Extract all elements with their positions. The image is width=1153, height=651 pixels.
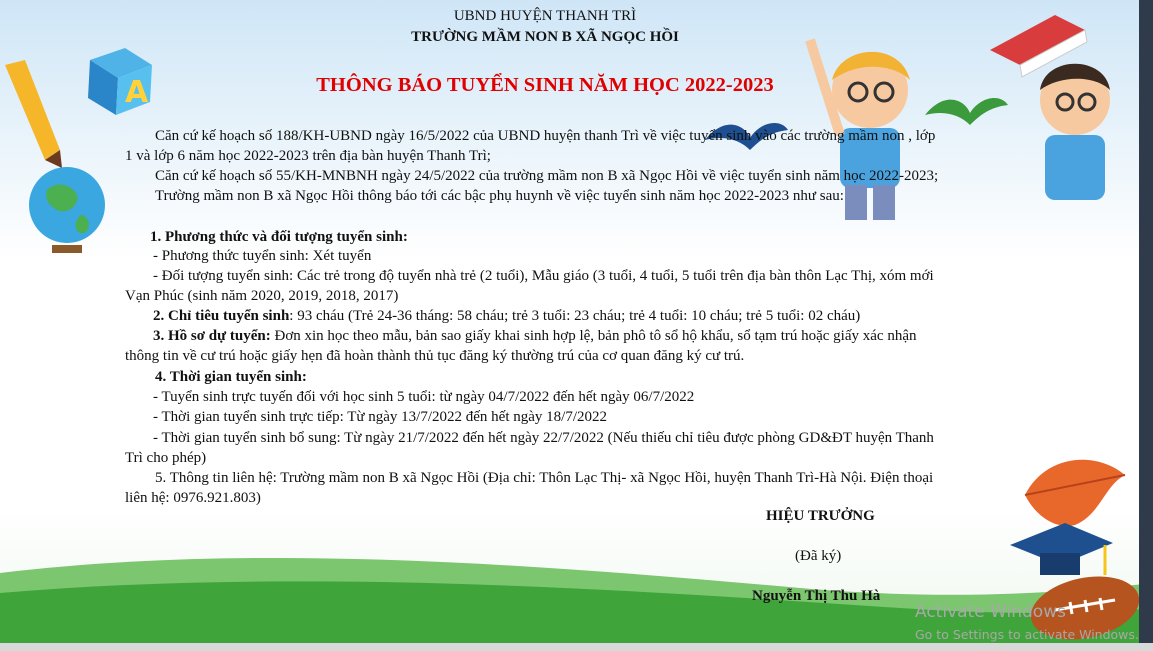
section-1-heading: 1. Phương thức và đối tượng tuyển sinh: — [150, 229, 408, 245]
svg-text:A: A — [125, 75, 149, 110]
bottom-border — [0, 643, 1153, 651]
section-2-line — [153, 306, 860, 326]
section-3-text-1: Đơn xin học theo mẫu, bản sao giấy khai sinh hợp lệ, bản phô tô sổ hộ khẩu, sổ tạm trú hoặc giấy xác nhận — [270, 328, 917, 344]
section-3-line-1 — [153, 326, 916, 346]
section-2-text: : 93 cháu (Trẻ 24-36 tháng: 58 cháu; trẻ 3 tuổi: 23 cháu; trẻ 4 tuổi: 10 cháu; trẻ 5 tuổi: 02 cháu) — [289, 308, 861, 324]
window-edge — [1139, 0, 1153, 651]
section-1-method: - Phương thức tuyển sinh: Xét tuyển — [153, 248, 372, 264]
section-1-target-line-1: - Đối tượng tuyển sinh: Các trẻ trong độ tuyển nhà trẻ (2 tuổi), Mẫu giáo (3 tuổi, 4 tuổi, 5 tuổi trên địa bàn thôn Lạc Thị, xóm mới — [153, 268, 934, 284]
signature-role: HIỆU TRƯỞNG — [766, 508, 875, 524]
section-5-line-1: 5. Thông tin liên hệ: Trường mầm non B xã Ngọc Hồi (Địa chỉ: Thôn Lạc Thị- xã Ngọc Hồi, huyện Thanh Trì-Hà Nội. Điện thoại — [155, 470, 934, 486]
page-title: THÔNG BÁO TUYỂN SINH NĂM HỌC 2022-2023 — [316, 74, 774, 96]
section-4-online: - Tuyển sinh trực tuyến đối với học sinh 5 tuổi: từ ngày 04/7/2022 đến hết ngày 06/7/2022 — [153, 389, 695, 405]
intro-line-3: Căn cứ kế hoạch số 55/KH-MNBNH ngày 24/5/2022 của trường mầm non B xã Ngọc Hồi về việc tuyển sinh năm học 2022-2023; — [155, 168, 939, 184]
intro-line-4: Trường mầm non B xã Ngọc Hồi thông báo tới các bậc phụ huynh về việc tuyển sinh năm học 2022-2023 như sau: — [155, 188, 844, 204]
signature-status: (Đã ký) — [795, 548, 842, 564]
activate-windows-watermark: Activate Windows — [915, 602, 1066, 622]
section-1-target-line-2: Vạn Phúc (sinh năm 2020, 2019, 2018, 2017) — [125, 288, 399, 304]
school-header: TRƯỜNG MẦM NON B XÃ NGỌC HỒI — [411, 29, 679, 45]
signature-name: Nguyễn Thị Thu Hà — [752, 588, 881, 604]
section-4-extra-line-2: Trì cho phép) — [125, 450, 207, 466]
section-3-line-2: thông tin về cư trú hoặc giấy hẹn đã hoàn thành thủ tục đăng ký thường trú của cơ quan đăng ký cư trú. — [125, 348, 745, 364]
section-2-label: 2. Chỉ tiêu tuyển sinh — [153, 308, 290, 324]
section-3-label: 3. Hồ sơ dự tuyển: — [153, 328, 271, 344]
pencil-icon — [0, 60, 70, 170]
intro-line-2: 1 và lớp 6 năm học 2022-2023 trên địa bàn huyện Thanh Trì; — [125, 148, 491, 164]
globe-icon — [22, 160, 112, 260]
section-4-heading: 4. Thời gian tuyển sinh: — [155, 369, 307, 385]
intro-line-1: Căn cứ kế hoạch số 188/KH-UBND ngày 16/5/2022 của UBND huyện thanh Trì về việc tuyển sinh vào các trường mầm non , lớp — [155, 128, 936, 144]
org-header: UBND HUYỆN THANH TRÌ — [453, 8, 637, 24]
section-4-extra-line-1: - Thời gian tuyển sinh bổ sung: Từ ngày 21/7/2022 đến hết ngày 22/7/2022 (Nếu thiếu chỉ tiêu được phòng GD&ĐT huyện Thanh — [153, 430, 934, 446]
section-4-direct: - Thời gian tuyển sinh trực tiếp: Từ ngày 13/7/2022 đến hết ngày 18/7/2022 — [153, 409, 607, 425]
activate-windows-hint: Go to Settings to activate Windows. — [915, 627, 1139, 642]
section-5-line-2: liên hệ: 0976.921.803) — [125, 490, 261, 506]
